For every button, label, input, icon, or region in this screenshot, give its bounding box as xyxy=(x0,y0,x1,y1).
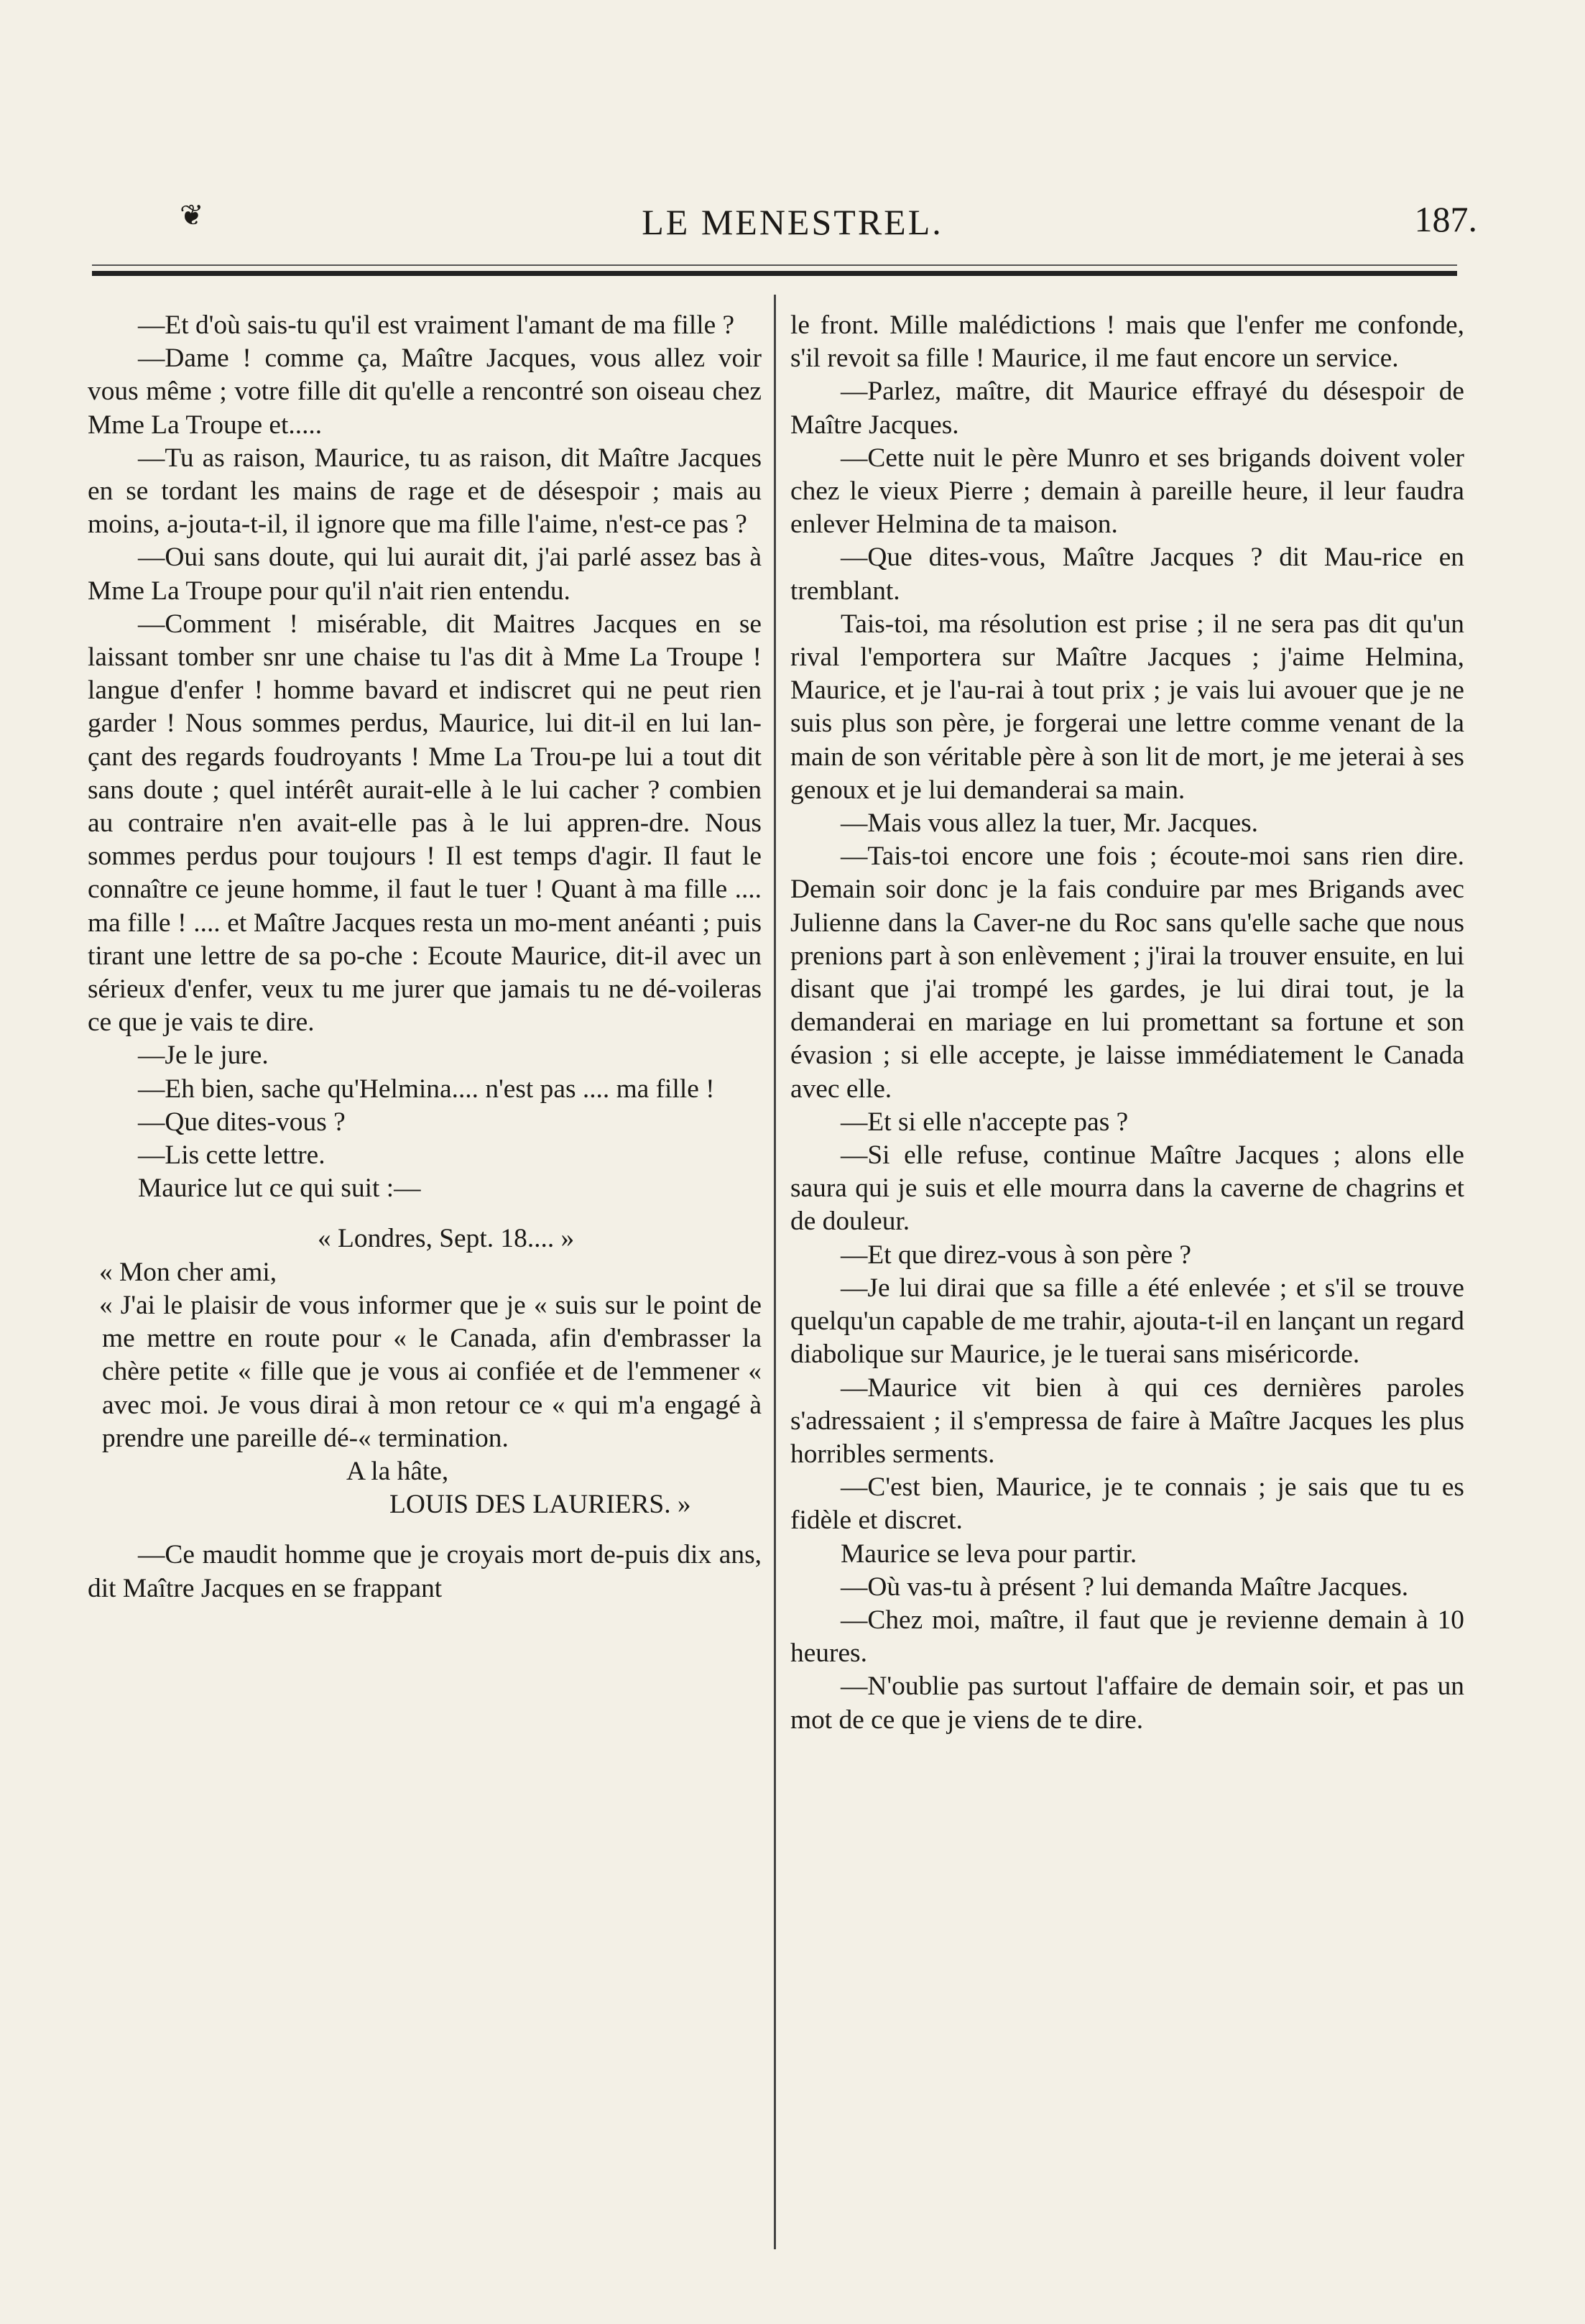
paragraph: —Mais vous allez la tuer, Mr. Jacques. xyxy=(841,808,1259,839)
right-column xyxy=(790,309,1464,1737)
paragraph: —Parlez, maître, dit Maurice effrayé du désespoir de Maître Jacques. xyxy=(790,377,1464,440)
paragraph: —N'oublie pas surtout l'affaire de demain soir, et pas un mot de ce que je viens de te dire. xyxy=(790,1671,1464,1735)
journal-title: LE MENESTREL. xyxy=(642,202,943,242)
paragraph: —Maurice vit bien à qui ces dernières paroles s'adressaient ; il s'empressa de faire à Maître Jacques les plus horribles serments. xyxy=(790,1373,1464,1469)
paragraph: —Eh bien, sache qu'Helmina.... n'est pas .... ma fille ! xyxy=(138,1074,715,1104)
paragraph: Maurice lut ce qui suit :— xyxy=(138,1173,421,1204)
column-divider xyxy=(774,295,776,2249)
paragraph: —Je le jure. xyxy=(138,1041,269,1071)
paragraph: —Lis cette lettre. xyxy=(138,1140,325,1171)
letter-signature: LOUIS DES LAURIERS. » xyxy=(389,1490,691,1520)
paragraph: —Où vas-tu à présent ? lui demanda Maître Jacques. xyxy=(841,1572,1409,1602)
paragraph: —Oui sans doute, qui lui aurait dit, j'ai parlé assez bas à Mme La Troupe pour qu'il n'ait rien entendu. xyxy=(88,543,762,606)
paragraph: —Cette nuit le père Munro et ses brigands doivent voler chez le vieux Pierre ; demain à pareille heure, il leur faudra enlever Helmina de ta maison. xyxy=(790,443,1464,540)
left-column xyxy=(88,309,762,1605)
spacer xyxy=(88,1205,762,1222)
letter-dateline: « Londres, Sept. 18.... » xyxy=(318,1224,575,1254)
paragraph: le front. Mille malédictions ! mais que l'enfer me confonde, s'il revoit sa fille ! Maurice, il me faut encore un service. xyxy=(790,310,1464,374)
paragraph: —Ce maudit homme que je croyais mort de-puis dix ans, dit Maître Jacques en se frappant xyxy=(88,1540,762,1603)
paragraph: —Tu as raison, Maurice, tu as raison, dit Maître Jacques en se tordant les mains de rage et de désespoir ; mais au moins, a-jouta-t-il, il ignore que ma fille l'aime, n'est-ce pas ? xyxy=(88,443,762,540)
header-rule-thin xyxy=(92,264,1457,266)
paragraph: Maurice se leva pour partir. xyxy=(841,1539,1137,1569)
letter-salutation: « Mon cher ami, xyxy=(99,1257,277,1287)
paragraph: —Si elle refuse, continue Maître Jacques ; alons elle saura qui je suis et elle mourra dans la caverne de chagrins et de douleur. xyxy=(790,1140,1464,1237)
ornament-icon: ❦ xyxy=(180,199,204,231)
spacer xyxy=(88,1521,762,1539)
paragraph: —Comment ! misérable, dit Maitres Jacques en se laissant tomber snr une chaise tu l'as dit à Mme La Troupe ! langue d'enfer ! homme bavard et indiscret qui ne peut rien garder ! Nous sommes perdus, Maurice, lui dit-il en lui lan-çant des regards foudroyants ! Mme La Trou-pe lui a tout dit sans doute ; quel intérêt aurait-elle à le lui cacher ? combien au contraire n'en avait-elle pas à le lui appren-dre. Nous sommes perdus pour toujours ! Il est temps d'agir. Il faut le connaître ce jeune homme, il faut le tuer ! Quant à ma fille .... ma fille ! .... et Maître Jacques resta un mo-ment anéanti ; puis tirant une lettre de sa po-che : Ecoute Maurice, dit-il avec un sérieux d'enfer, veux tu me jurer que jamais tu ne dé-voileras ce que je vais te dire. xyxy=(88,609,762,1038)
paragraph: Tais-toi, ma résolution est prise ; il ne sera pas dit qu'un rival l'emportera sur Maître Jacques ; j'aime Helmina, Maurice, et je l'au-rai à tout prix ; je vais lui avouer que je ne suis plus son père, je forgerai une lettre comme venant de la main de son véritable père à son lit de mort, je me jeterai à ses genoux et je lui demanderai sa main. xyxy=(790,609,1464,805)
page-header xyxy=(0,198,1585,256)
paragraph: —Que dites-vous, Maître Jacques ? dit Mau-rice en tremblant. xyxy=(790,543,1464,606)
paragraph: —Tais-toi encore une fois ; écoute-moi sans rien dire. Demain soir donc je la fais conduire par mes Brigands avec Julienne dans la Caver-ne du Roc sans qu'elle sache que nous prenions part à son enlèvement ; j'irai la trouver ensuite, en lui disant que j'ai trompé les gardes, je lui dirai tout, je la demanderai en mariage en lui promettant sa fortune et son évasion ; si elle accepte, je laisse immédiatement le Canada avec elle. xyxy=(790,841,1464,1104)
paragraph: —Et si elle n'accepte pas ? xyxy=(841,1107,1129,1137)
paragraph: —Chez moi, maître, il faut que je revienne demain à 10 heures. xyxy=(790,1605,1464,1669)
letter-closing: A la hâte, xyxy=(346,1456,449,1486)
paragraph: —Je lui dirai que sa fille a été enlevée ; et s'il se trouve quelqu'un capable de me trahir, ajouta-t-il en lançant un regard diabolique sur Maurice, je le tuerai sans miséricorde. xyxy=(790,1273,1464,1370)
paragraph: —Que dites-vous ? xyxy=(138,1107,346,1137)
header-rule-thick xyxy=(92,271,1457,276)
page-number: 187. xyxy=(1414,199,1477,239)
paragraph: —Et que direz-vous à son père ? xyxy=(841,1240,1191,1270)
paragraph: —Et d'où sais-tu qu'il est vraiment l'amant de ma fille ? xyxy=(138,310,735,340)
paragraph: —Dame ! comme ça, Maître Jacques, vous allez voir vous même ; votre fille dit qu'elle a rencontré son oiseau chez Mme La Troupe et..... xyxy=(88,343,762,440)
paragraph: —C'est bien, Maurice, je te connais ; je sais que tu es fidèle et discret. xyxy=(790,1472,1464,1536)
letter-body: « J'ai le plaisir de vous informer que je « suis sur le point de me mettre en route pour « le Canada, afin d'embrasser la chère petite « fille que je vous ai confiée et de l'emmener « avec moi. Je vous dirai à mon retour ce « qui m'a engagé à prendre une pareille dé-« termination. xyxy=(99,1290,762,1453)
